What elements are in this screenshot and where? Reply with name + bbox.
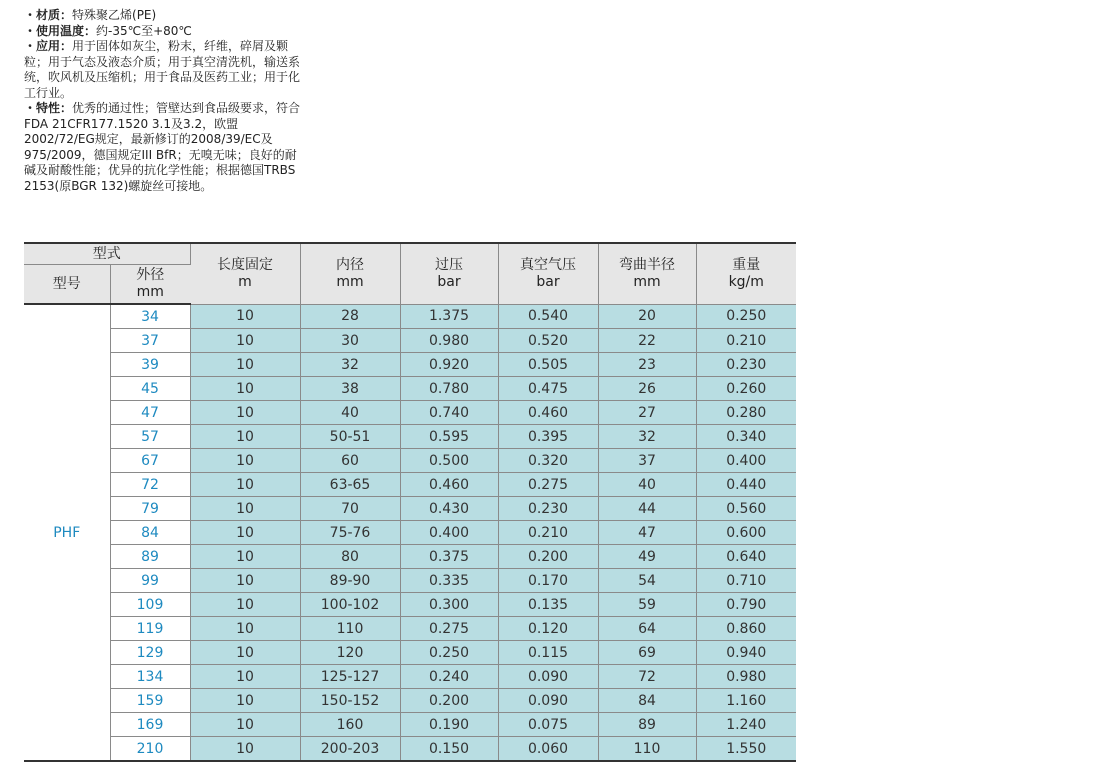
cell-weight: 0.340 xyxy=(696,425,796,449)
table-row xyxy=(24,737,796,762)
table-row xyxy=(24,617,796,641)
cell-inner-diameter: 30 xyxy=(300,329,400,353)
cell-outer-diameter: 47 xyxy=(110,401,190,425)
header-model: 型号 xyxy=(24,265,110,305)
cell-outer-diameter: 57 xyxy=(110,425,190,449)
cell-vacuum: 0.090 xyxy=(498,689,598,713)
cell-weight: 0.600 xyxy=(696,521,796,545)
header-vacuum-label: 真空气压 xyxy=(520,256,576,273)
cell-pressure: 0.250 xyxy=(400,641,498,665)
cell-weight: 0.640 xyxy=(696,545,796,569)
cell-bend-radius: 49 xyxy=(598,545,696,569)
cell-bend-radius: 27 xyxy=(598,401,696,425)
spec-text: 约-35℃至+80℃ xyxy=(96,23,192,38)
spec-label: ・应用： xyxy=(24,39,73,53)
cell-pressure: 0.980 xyxy=(400,329,498,353)
cell-inner-diameter: 110 xyxy=(300,617,400,641)
cell-outer-diameter: 169 xyxy=(110,713,190,737)
cell-vacuum: 0.075 xyxy=(498,713,598,737)
cell-weight: 0.940 xyxy=(696,641,796,665)
spec-label: ・使用温度： xyxy=(24,23,97,38)
cell-inner-diameter: 38 xyxy=(300,377,400,401)
cell-weight: 0.710 xyxy=(696,569,796,593)
cell-pressure: 0.275 xyxy=(400,617,498,641)
cell-length: 10 xyxy=(190,737,300,762)
cell-vacuum: 0.115 xyxy=(498,641,598,665)
cell-outer-diameter: 210 xyxy=(110,737,190,762)
cell-outer-diameter: 37 xyxy=(110,329,190,353)
cell-inner-diameter: 160 xyxy=(300,713,400,737)
table-row xyxy=(24,641,796,665)
cell-outer-diameter: 34 xyxy=(110,304,190,329)
table-row xyxy=(24,593,796,617)
cell-bend-radius: 59 xyxy=(598,593,696,617)
cell-weight: 1.160 xyxy=(696,689,796,713)
cell-pressure: 0.500 xyxy=(400,449,498,473)
cell-pressure: 0.150 xyxy=(400,737,498,762)
cell-length: 10 xyxy=(190,377,300,401)
header-pressure-label: 过压 xyxy=(435,256,463,273)
spec-label: ・特性： xyxy=(24,101,73,115)
header-length-label: 长度固定 xyxy=(217,256,273,273)
table-body xyxy=(24,304,796,761)
cell-bend-radius: 89 xyxy=(598,713,696,737)
cell-vacuum: 0.320 xyxy=(498,449,598,473)
cell-bend-radius: 23 xyxy=(598,353,696,377)
table-row xyxy=(24,449,796,473)
header-vacuum xyxy=(498,243,598,304)
cell-outer-diameter: 109 xyxy=(110,593,190,617)
cell-pressure: 0.460 xyxy=(400,473,498,497)
cell-vacuum: 0.230 xyxy=(498,497,598,521)
header-length-unit: m xyxy=(238,273,252,290)
table-row xyxy=(24,304,796,329)
header-od-label: 外径 xyxy=(136,267,165,283)
table-row xyxy=(24,425,796,449)
table-row xyxy=(24,473,796,497)
spec-text: 特殊聚乙烯(PE) xyxy=(72,8,157,22)
cell-weight: 0.560 xyxy=(696,497,796,521)
cell-inner-diameter: 150-152 xyxy=(300,689,400,713)
cell-length: 10 xyxy=(190,665,300,689)
cell-length: 10 xyxy=(190,497,300,521)
cell-outer-diameter: 134 xyxy=(110,665,190,689)
cell-outer-diameter: 129 xyxy=(110,641,190,665)
cell-outer-diameter: 159 xyxy=(110,689,190,713)
cell-weight: 1.240 xyxy=(696,713,796,737)
cell-vacuum: 0.060 xyxy=(498,737,598,762)
cell-weight: 1.550 xyxy=(696,737,796,762)
cell-weight: 0.250 xyxy=(696,304,796,329)
spec-features xyxy=(24,101,304,194)
spec-temperature xyxy=(24,24,304,40)
cell-length: 10 xyxy=(190,617,300,641)
cell-pressure: 0.375 xyxy=(400,545,498,569)
cell-outer-diameter: 119 xyxy=(110,617,190,641)
cell-outer-diameter: 84 xyxy=(110,521,190,545)
header-id-label: 内径 xyxy=(336,256,364,273)
cell-inner-diameter: 28 xyxy=(300,304,400,329)
cell-bend-radius: 69 xyxy=(598,641,696,665)
header-length xyxy=(190,243,300,304)
cell-bend-radius: 54 xyxy=(598,569,696,593)
cell-pressure: 0.400 xyxy=(400,521,498,545)
spec-application xyxy=(24,39,304,101)
spec-text: 优秀的通过性；管壁达到食品级要求，符合FDA 21CFR177.1520 3.1及3.2，欧盟2002/72/EG规定，最新修订的2008/39/EC及975/2009，德国规定III BfR；无嗅无味；良好的耐碱及耐酸性能；优异的抗化学性能；根据德国TRBS 2153(原BGR 132)螺旋丝可接地。 xyxy=(24,101,301,193)
cell-inner-diameter: 50-51 xyxy=(300,425,400,449)
header-outer-diameter xyxy=(110,265,190,305)
cell-vacuum: 0.120 xyxy=(498,617,598,641)
cell-pressure: 0.240 xyxy=(400,665,498,689)
cell-weight: 0.210 xyxy=(696,329,796,353)
table-row xyxy=(24,713,796,737)
cell-inner-diameter: 125-127 xyxy=(300,665,400,689)
table-row xyxy=(24,569,796,593)
cell-weight: 0.440 xyxy=(696,473,796,497)
cell-length: 10 xyxy=(190,401,300,425)
cell-bend-radius: 22 xyxy=(598,329,696,353)
cell-pressure: 0.200 xyxy=(400,689,498,713)
cell-pressure: 0.740 xyxy=(400,401,498,425)
table-row xyxy=(24,401,796,425)
cell-vacuum: 0.540 xyxy=(498,304,598,329)
header-pressure-unit: bar xyxy=(437,273,461,290)
header-inner-diameter xyxy=(300,243,400,304)
cell-vacuum: 0.135 xyxy=(498,593,598,617)
cell-inner-diameter: 40 xyxy=(300,401,400,425)
cell-outer-diameter: 67 xyxy=(110,449,190,473)
cell-bend-radius: 110 xyxy=(598,737,696,762)
cell-bend-radius: 26 xyxy=(598,377,696,401)
cell-vacuum: 0.520 xyxy=(498,329,598,353)
cell-bend-radius: 84 xyxy=(598,689,696,713)
table-row xyxy=(24,329,796,353)
table-row xyxy=(24,377,796,401)
cell-weight: 0.790 xyxy=(696,593,796,617)
cell-weight: 0.860 xyxy=(696,617,796,641)
header-bend-radius xyxy=(598,243,696,304)
cell-length: 10 xyxy=(190,304,300,329)
cell-vacuum: 0.170 xyxy=(498,569,598,593)
cell-vacuum: 0.200 xyxy=(498,545,598,569)
cell-bend-radius: 44 xyxy=(598,497,696,521)
cell-pressure: 0.780 xyxy=(400,377,498,401)
cell-pressure: 0.190 xyxy=(400,713,498,737)
cell-weight: 0.260 xyxy=(696,377,796,401)
table-row xyxy=(24,665,796,689)
header-weight-label: 重量 xyxy=(732,256,761,273)
spec-material xyxy=(24,8,304,24)
cell-bend-radius: 72 xyxy=(598,665,696,689)
cell-length: 10 xyxy=(190,713,300,737)
cell-vacuum: 0.475 xyxy=(498,377,598,401)
cell-pressure: 0.300 xyxy=(400,593,498,617)
table-row xyxy=(24,497,796,521)
table-row xyxy=(24,545,796,569)
header-pressure xyxy=(400,243,498,304)
cell-weight: 0.980 xyxy=(696,665,796,689)
cell-vacuum: 0.460 xyxy=(498,401,598,425)
cell-outer-diameter: 72 xyxy=(110,473,190,497)
cell-length: 10 xyxy=(190,329,300,353)
cell-inner-diameter: 120 xyxy=(300,641,400,665)
cell-bend-radius: 20 xyxy=(598,304,696,329)
header-bend-label: 弯曲半径 xyxy=(619,256,675,273)
cell-length: 10 xyxy=(190,593,300,617)
spec-text: 用于固体如灰尘，粉末，纤维，碎屑及颗粒；用于气态及液态介质；用于真空清洗机，输送系统，吹风机及压缩机；用于食品及医药工业；用于化工行业。 xyxy=(24,39,301,100)
cell-inner-diameter: 63-65 xyxy=(300,473,400,497)
cell-vacuum: 0.210 xyxy=(498,521,598,545)
cell-bend-radius: 47 xyxy=(598,521,696,545)
header-type: 型式 xyxy=(24,243,190,265)
cell-outer-diameter: 79 xyxy=(110,497,190,521)
cell-weight: 0.280 xyxy=(696,401,796,425)
cell-pressure: 0.595 xyxy=(400,425,498,449)
cell-inner-diameter: 75-76 xyxy=(300,521,400,545)
table-row xyxy=(24,689,796,713)
cell-pressure: 1.375 xyxy=(400,304,498,329)
header-bend-unit: mm xyxy=(633,273,661,290)
cell-length: 10 xyxy=(190,473,300,497)
cell-length: 10 xyxy=(190,425,300,449)
header-od-unit: mm xyxy=(136,284,164,300)
cell-length: 10 xyxy=(190,449,300,473)
cell-bend-radius: 64 xyxy=(598,617,696,641)
header-vacuum-unit: bar xyxy=(536,273,560,290)
cell-inner-diameter: 32 xyxy=(300,353,400,377)
cell-pressure: 0.335 xyxy=(400,569,498,593)
cell-inner-diameter: 60 xyxy=(300,449,400,473)
spec-description xyxy=(24,8,304,194)
cell-pressure: 0.920 xyxy=(400,353,498,377)
cell-weight: 0.400 xyxy=(696,449,796,473)
cell-vacuum: 0.395 xyxy=(498,425,598,449)
cell-inner-diameter: 100-102 xyxy=(300,593,400,617)
cell-length: 10 xyxy=(190,545,300,569)
cell-length: 10 xyxy=(190,521,300,545)
cell-vacuum: 0.090 xyxy=(498,665,598,689)
table-row xyxy=(24,521,796,545)
cell-outer-diameter: 39 xyxy=(110,353,190,377)
cell-bend-radius: 32 xyxy=(598,425,696,449)
cell-bend-radius: 37 xyxy=(598,449,696,473)
cell-model: PHF xyxy=(24,304,110,761)
cell-pressure: 0.430 xyxy=(400,497,498,521)
cell-inner-diameter: 70 xyxy=(300,497,400,521)
header-weight xyxy=(696,243,796,304)
cell-inner-diameter: 200-203 xyxy=(300,737,400,762)
spec-label: ・材质： xyxy=(24,8,73,22)
cell-length: 10 xyxy=(190,569,300,593)
cell-weight: 0.230 xyxy=(696,353,796,377)
cell-inner-diameter: 89-90 xyxy=(300,569,400,593)
header-id-unit: mm xyxy=(336,273,364,290)
cell-outer-diameter: 89 xyxy=(110,545,190,569)
table-header xyxy=(24,243,796,304)
cell-length: 10 xyxy=(190,353,300,377)
cell-inner-diameter: 80 xyxy=(300,545,400,569)
cell-vacuum: 0.275 xyxy=(498,473,598,497)
header-weight-unit: kg/m xyxy=(728,273,764,290)
cell-outer-diameter: 45 xyxy=(110,377,190,401)
cell-vacuum: 0.505 xyxy=(498,353,598,377)
table-row xyxy=(24,353,796,377)
cell-length: 10 xyxy=(190,641,300,665)
cell-outer-diameter: 99 xyxy=(110,569,190,593)
cell-length: 10 xyxy=(190,689,300,713)
cell-bend-radius: 40 xyxy=(598,473,696,497)
specification-table xyxy=(24,242,796,762)
